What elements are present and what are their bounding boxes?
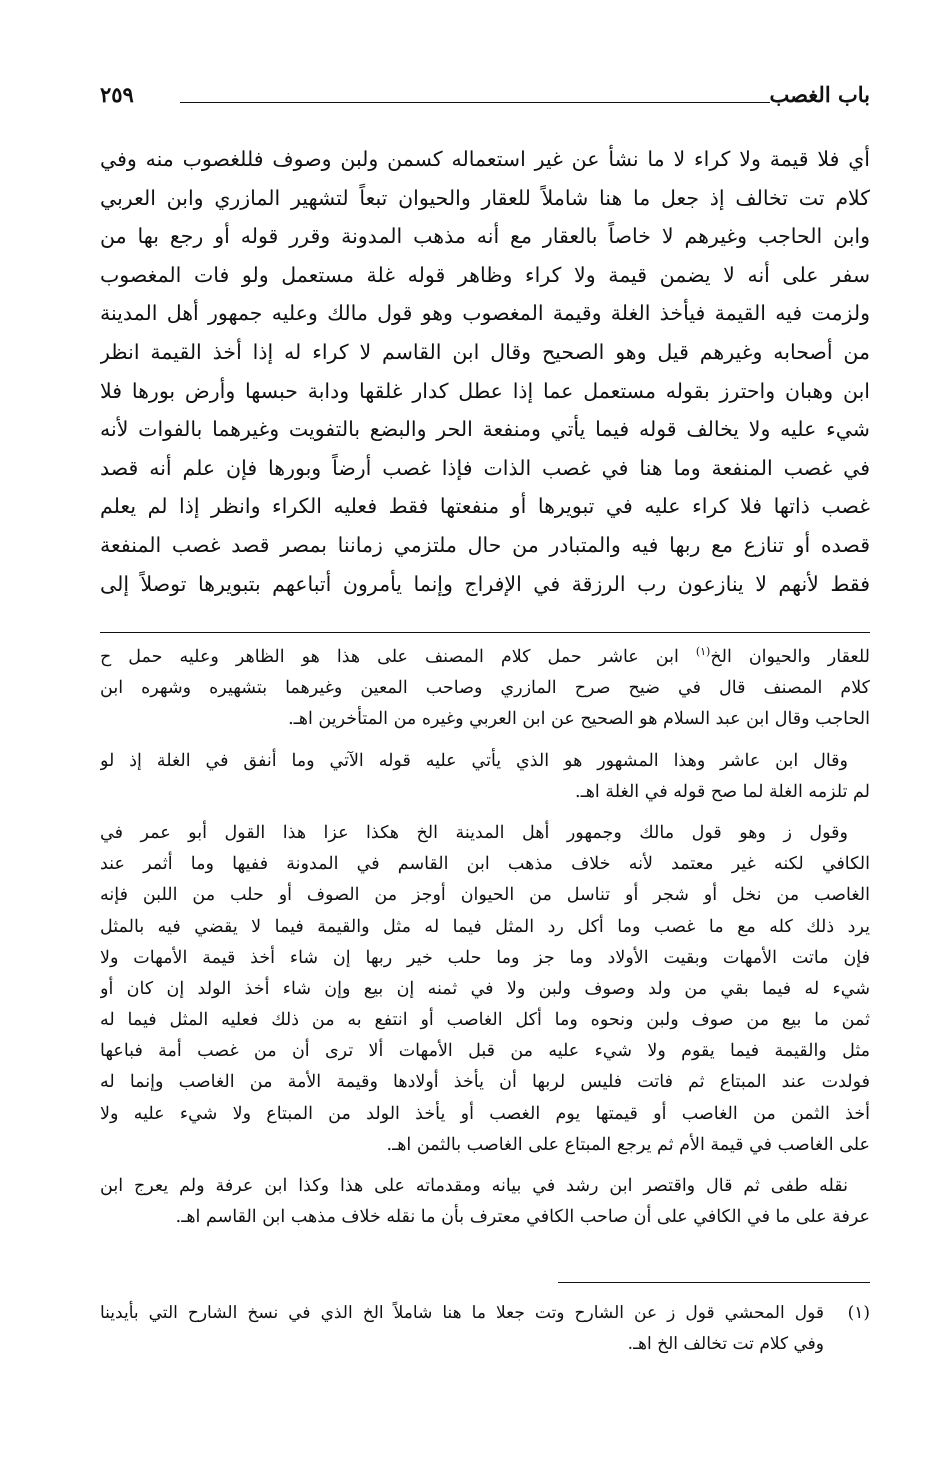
note-line: الحاجب وقال ابن عبد السلام هو الصحيح عن ابن العربي وغيره من المتأخرين اهـ. [288, 709, 870, 730]
page-header [100, 80, 870, 114]
note-line: الغاصب من نخل أو شجر أو تناسل من الحيوان أوجز من الصوف أو حلب من اللبن فإنه [100, 885, 870, 906]
page-number: ٢٥٩ [100, 82, 134, 107]
footnote [100, 1298, 870, 1360]
main-text [100, 140, 870, 603]
note-line: وقول ز وهو قول مالك وجمهور أهل المدينة الخ هكذا عزا هذا القول أبو عمر في [100, 822, 848, 843]
note-rest: ابن عاشر حمل كلام المصنف على هذا هو الظاهر وعليه حمل ح [100, 647, 696, 667]
note-line: فإن ماتت الأمهات وبقيت الأولاد وما جز وما حلب خير ربها إن شاء أخذ قيمة الأمهات ولا [100, 947, 870, 968]
note-line: ثمن ما بيع من صوف ولبن ونحوه وما أكل الغاصب أو انتفع به من ذلك فعليه المثل فيما له [100, 1010, 870, 1031]
note-line: شيء له فيما بقي من ولد وصوف ولبن ولا في ثمنه إن بيع وإن شاء أخذ الولد إن كان أو [100, 978, 870, 999]
footnote-rule [558, 1282, 870, 1283]
note-line: أخذ الثمن من الغاصب أو قيمتها يوم الغصب أو يأخذ الولد من المبتاع ولا شيء عليه ولا [100, 1103, 870, 1124]
note-marker: (١) [695, 645, 711, 659]
main-line: سفر على أنه لا يضمن قيمة ولا كراء وظاهر قوله غلة مستعمل ولو فات المغصوب [100, 262, 870, 287]
note-line: عرفة على ما في الكافي على أن صاحب الكافي معترف بأن ما نقله خلاف مذهب ابن القاسم اهـ. [175, 1207, 870, 1228]
note-line: نقله طفى ثم قال واقتصر ابن رشد في بيانه ومقدماته على هذا وكذا ابن عرفة ولم يعرج ابن [100, 1176, 848, 1196]
main-line: فقط لأنهم لا ينازعون رب الرزقة في الإفراج وإنما يأمرون أتباعهم بتبويرها توصلاً إلى [100, 571, 870, 596]
main-line: ابن وهبان واحترز بقوله مستعمل عما إذا عطل كدار غلقها ودابة حبسها وأرض بورها فلا [100, 378, 870, 403]
note-line [100, 642, 870, 673]
note-line: الكافي لكنه غير معتمد لأنه خلاف مذهب ابن القاسم في المدونة ففيها وما أثمر عند [100, 854, 870, 875]
chapter-title: باب الغصب [769, 82, 870, 107]
note-line: وقال ابن عاشر وهذا المشهور هو الذي يأتي عليه قوله الآتي وما أنفق في الغلة إذ لو [100, 750, 848, 771]
commentary [100, 642, 870, 1233]
main-line: وابن الحاجب وغيرهم لا خاصاً بالعقار مع أنه مذهب المدونة وقرر قوله أو رجع بها من [100, 224, 870, 249]
note-line: على الغاصب في قيمة الأم ثم يرجع المبتاع على الغاصب بالثمن اهـ. [386, 1134, 870, 1155]
main-line: قصده أو تنازع مع ربها فيه والمتبادر من حال ملتزمي زماننا بمصر قصد غصب المنفعة [100, 532, 870, 557]
note-line: فولدت عند المبتاع ثم فاتت فليس لربها أن يأخذ أولادها وقيمة الأمة من الغاصب وإنما له [100, 1072, 870, 1093]
footnote-marker: (١) [847, 1303, 870, 1323]
main-line: أي فلا قيمة ولا كراء لا ما نشأ عن غير استعماله كسمن ولبن وصوف فللغصوب منه وفي [100, 147, 870, 171]
main-line: شيء عليه ولا يخالف قوله فيما يأتي ومنفعة الحر والبضع بالتفويت وغيرهما بالفوات لأنه [100, 417, 870, 442]
main-line: في غصب المنفعة وما هنا في غصب الذات فإذا غصب أرضاً وبورها فإن علم أنه قصد [100, 455, 870, 480]
note-line: يرد ذلك كله مع ما غصب وما أكل رد المثل فيما له مثل والقيمة فيما لا يقضي فيه بالمثل [100, 916, 870, 937]
main-line: غصب ذاتها فلا كراء عليه في تبويرها أو منفعتها فقط فعليه الكراء وانظر إذا لم يعلم [100, 494, 870, 519]
footnote-line: وفي كلام تت تخالف الخ اهـ. [627, 1334, 824, 1354]
note-line: مثل والقيمة فيما يقوم ولا شيء عليه من قبل الأمهات ألا ترى أن من غصب أمة فباعها [100, 1041, 870, 1062]
note-line: كلام المصنف قال في ضيح صرح المازري وصاحب المعين وغيرهما بتشهيره وشهره ابن [100, 678, 870, 699]
footnote-line: قول المحشي قول ز عن الشارح وتت جعلا ما هنا شاملاً الخ الذي في نسخ الشارح التي بأيدينا [100, 1303, 824, 1323]
note-lead: للعقار والحيوان الخ [710, 647, 870, 667]
header-rule [180, 102, 770, 103]
note-line: لم تلزمه الغلة لما صح قوله في الغلة اهـ. [575, 781, 870, 802]
main-line: كلام تت تخالف إذ جعل ما هنا شاملاً للعقار والحيوان تبعاً لتشهير المازري وابن العربي [100, 185, 870, 210]
main-line: من أصحابه وغيرهم قيل وهو الصحيح وقال ابن القاسم لا كراء له إذا أخذ القيمة انظر [100, 339, 870, 364]
text-divider [100, 632, 870, 633]
main-line: ولزمت فيه القيمة فيأخذ الغلة وقيمة المغصوب وهو قول مالك وعليه جمهور أهل المدينة [100, 301, 870, 326]
